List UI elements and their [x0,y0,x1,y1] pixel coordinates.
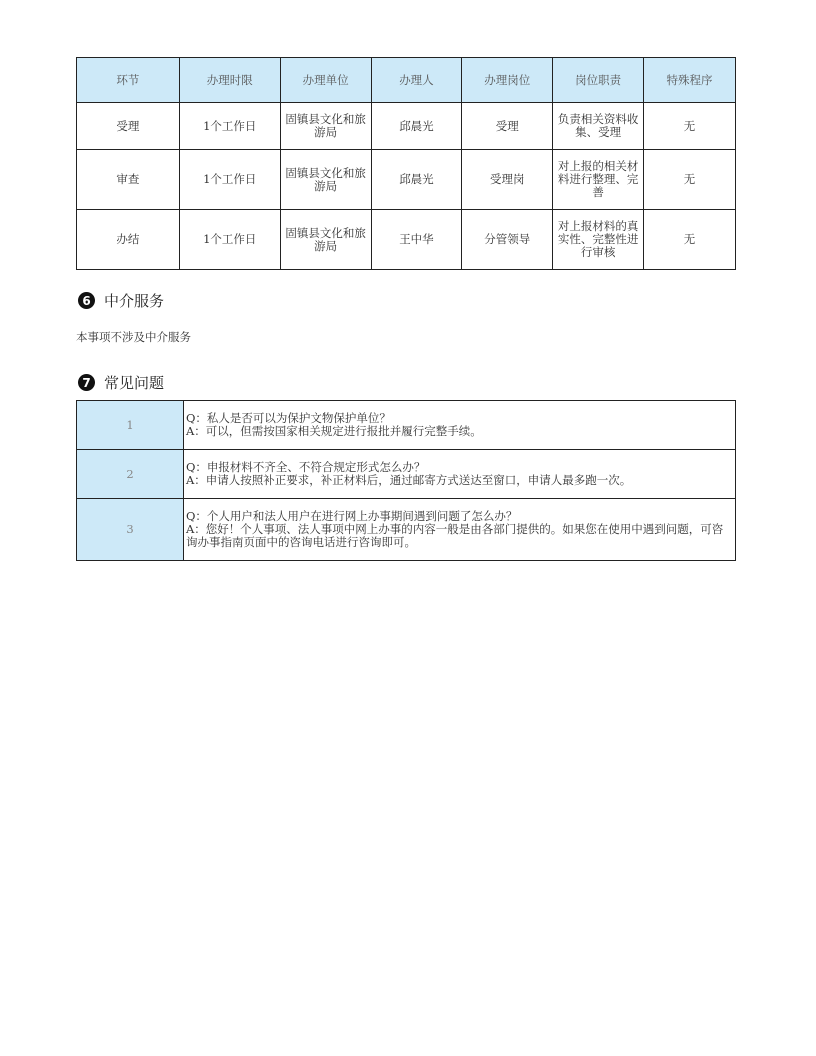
faq-row [77,450,736,499]
header-stage: 环节 [77,58,180,103]
faq-number: 3 [77,499,184,561]
header-handler: 办理人 [371,58,462,103]
faq-table [76,400,736,561]
table-cell: 负责相关资料收集、受理 [553,103,644,150]
faq-number: 2 [77,450,184,499]
table-cell: 受理 [462,103,553,150]
header-time-limit: 办理时限 [179,58,280,103]
faq-row [77,499,736,561]
table-cell: 1个工作日 [179,150,280,210]
table-cell: 王中华 [371,210,462,270]
section-number-badge: 6 [78,292,95,309]
table-cell: 对上报材料的真实性、完整性进行审核 [553,210,644,270]
faq-content [184,450,736,499]
section-number-badge: 7 [78,374,95,391]
section-heading-faq [76,372,164,393]
section-heading-intermediary [76,290,164,311]
table-cell: 无 [644,103,736,150]
table-cell: 无 [644,150,736,210]
section-title: 常见问题 [104,374,165,392]
table-row [77,210,736,270]
section-title: 中介服务 [104,292,165,310]
table-cell: 对上报的相关材料进行整理、完善 [553,150,644,210]
table-cell: 无 [644,210,736,270]
intermediary-text: 本事项不涉及中介服务 [76,330,191,344]
table-cell: 固镇县文化和旅游局 [280,150,371,210]
faq-number: 1 [77,401,184,450]
table-cell: 邱晨光 [371,150,462,210]
table-cell: 办结 [77,210,180,270]
table-cell: 固镇县文化和旅游局 [280,210,371,270]
faq-answer: A：申请人按照补正要求，补正材料后，通过邮寄方式送达至窗口，申请人最多跑一次。 [186,473,632,487]
table-cell: 受理岗 [462,150,553,210]
faq-answer: A：可以，但需按国家相关规定进行报批并履行完整手续。 [186,424,482,438]
table-row [77,103,736,150]
header-unit: 办理单位 [280,58,371,103]
faq-row [77,401,736,450]
table-cell: 邱晨光 [371,103,462,150]
table-cell: 分管领导 [462,210,553,270]
header-special-procedure: 特殊程序 [644,58,736,103]
table-header-row [77,58,736,103]
faq-answer: A：您好！个人事项、法人事项中网上办事的内容一般是由各部门提供的。如果您在使用中遇到问题，可咨询办事指南页面中的咨询电话进行咨询即可。 [186,522,724,549]
header-post: 办理岗位 [462,58,553,103]
faq-question: Q：申报材料不齐全、不符合规定形式怎么办？ [186,460,426,474]
table-cell: 审查 [77,150,180,210]
header-duties: 岗位职责 [553,58,644,103]
faq-question: Q：私人是否可以为保护文物保护单位？ [186,411,391,425]
faq-content [184,401,736,450]
process-table [76,57,736,270]
table-cell: 固镇县文化和旅游局 [280,103,371,150]
table-cell: 1个工作日 [179,103,280,150]
table-cell: 受理 [77,103,180,150]
table-row [77,150,736,210]
faq-question: Q：个人用户和法人用户在进行网上办事期间遇到问题了怎么办？ [186,509,518,523]
table-cell: 1个工作日 [179,210,280,270]
faq-content [184,499,736,561]
